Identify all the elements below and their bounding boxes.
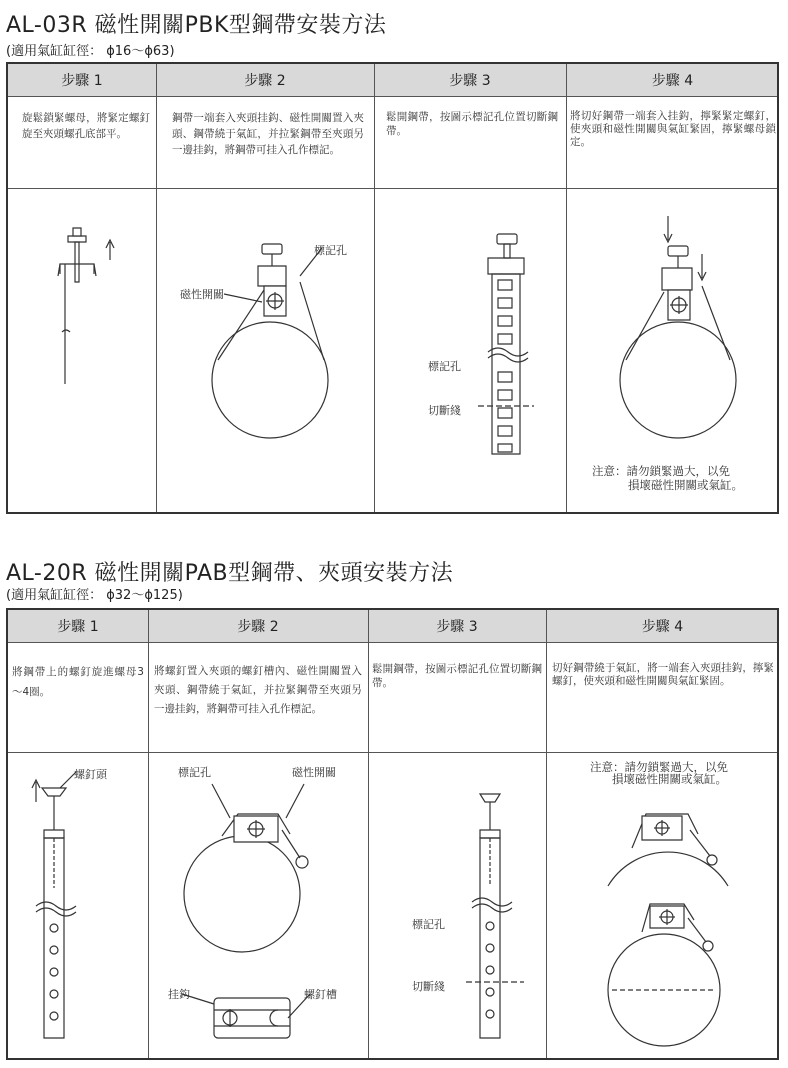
section2-step1-header: 步驟 1: [57, 619, 99, 635]
section2-magnetic-switch-label: 磁性開關: [292, 766, 336, 779]
section2-step1-figure: [32, 778, 92, 1048]
divider: [8, 752, 777, 753]
section1-step3-figure: [484, 232, 534, 462]
section2-step4-header: 步驟 4: [641, 619, 684, 635]
section1-table: [6, 62, 779, 514]
section2-note-line1: 注意：請勿鎖緊過大，以免: [590, 760, 728, 774]
section2-screw-head-label: 螺釘頭: [74, 768, 107, 781]
section2-step4-figure: [598, 794, 748, 1054]
section1-mark-hole-label: 標記孔: [314, 244, 347, 257]
section1-step1-header: 步驟 1: [61, 73, 103, 89]
divider: [546, 610, 547, 1058]
section2-cut-line-label: 切斷綫: [412, 980, 445, 993]
section1-step1-figure: [48, 214, 128, 374]
section1-note-line1: 注意：請勿鎖緊過大，以免: [592, 464, 730, 478]
section1-step1-desc: 旋鬆鎖緊螺母，將緊定螺釘旋至夾頭螺孔底部平。: [22, 112, 150, 140]
section2-step3-header: 步驟 3: [436, 619, 478, 635]
section2-step2-desc: 將螺釘置入夾頭的螺釘槽內、磁性開關置入夾頭、鋼帶繞于氣缸，并拉緊鋼帶至夾頭另一邊挂鈎，將鋼帶可挂入孔作標記。: [154, 665, 362, 715]
section1-header-row: [8, 64, 777, 97]
section2-step4-desc: 切好鋼帶繞于氣缸，將一端套入夾頭挂鈎，擰緊螺釘，使夾頭和磁性開關與氣缸緊固。: [552, 662, 774, 687]
section2-step3-figure: [470, 790, 530, 1050]
divider: [374, 64, 375, 512]
section2-step1-desc: 將鋼帶上的螺釘旋進螺母3～4圈。: [12, 666, 144, 698]
divider: [156, 64, 157, 512]
section2-screw-slot-label: 螺釘槽: [304, 988, 337, 1001]
section1-title: AL-03R 磁性開關PBK型鋼帶安裝方法: [6, 13, 387, 38]
section1-step2-figure: [204, 230, 344, 450]
divider: [566, 64, 567, 512]
divider: [148, 610, 149, 1058]
section1-magnetic-switch-label: 磁性開關: [180, 288, 224, 301]
section1-step2-header: 步驟 2: [244, 73, 286, 89]
section2-step2-header: 步驟 2: [237, 619, 279, 635]
section2-note-line2: 損壞磁性開關或氣缸。: [612, 772, 727, 786]
section1-step4-desc: 將切好鋼帶一端套入挂鈎，擰緊緊定螺釘，使夾頭和磁性開關與氣缸緊固，擰緊螺母鎖定。: [570, 110, 776, 148]
section2-title: AL-20R 磁性開關PAB型鋼帶、夾頭安裝方法: [6, 561, 454, 586]
section2-mark-hole-label: 標記孔: [178, 766, 211, 779]
section2-header-row: [8, 610, 777, 643]
divider: [368, 610, 369, 1058]
section2-step3-desc: 鬆開鋼帶，按圖示標記孔位置切斷鋼帶。: [372, 663, 542, 689]
section1-step4-figure: [618, 206, 758, 446]
section1-step4-header: 步驟 4: [651, 73, 694, 89]
section1-step3-desc: 鬆開鋼帶，按圖示標記孔位置切斷鋼帶。: [386, 111, 558, 137]
section1-cut-line-label: 切斷綫: [428, 404, 461, 417]
section2-hook-label: 挂鈎: [168, 988, 190, 1001]
section2-step2-figure: [178, 774, 358, 1054]
section1-step3-header: 步驟 3: [449, 73, 491, 89]
section1-mark-hole-3-label: 標記孔: [428, 360, 461, 373]
section1-subtitle: (適用氣缸缸徑： ϕ16～ϕ63): [6, 44, 175, 59]
section2-mark-hole-3-label: 標記孔: [412, 918, 445, 931]
section1-step2-desc: 鋼帶一端套入夾頭挂鈎、磁性開關置入夾頭、鋼帶繞于氣缸，并拉緊鋼帶至夾頭另一邊挂鈎，將鋼帶可挂入孔作標記。: [172, 112, 364, 156]
section1-note-line2: 損壞磁性開關或氣缸。: [628, 478, 743, 492]
section2-subtitle: (適用氣缸缸徑： ϕ32～ϕ125): [6, 588, 183, 603]
section2-table: [6, 608, 779, 1060]
divider: [8, 188, 777, 189]
